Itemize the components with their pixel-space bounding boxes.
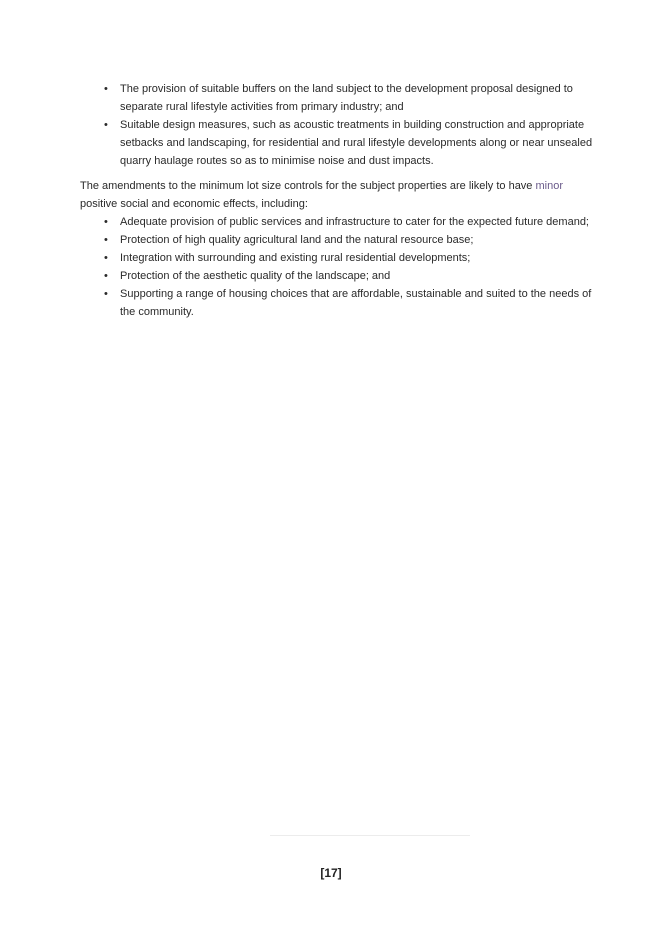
bullet-icon: • <box>104 270 108 282</box>
bullet-icon: • <box>104 216 108 228</box>
paragraph-text-end: positive social and economic effects, including: <box>80 198 308 210</box>
list-item-text: Suitable design measures, such as acoustic treatments in building construction and appropriate setbacks and landscaping, for residential and rural lifestyle developments along or near unsealed quarry haulage routes so as to minimise noise and dust impacts. <box>120 119 593 167</box>
list-item-text: Protection of high quality agricultural land and the natural resource base; <box>120 234 474 246</box>
list-item <box>104 267 594 285</box>
list-item <box>104 231 594 249</box>
list-item <box>104 116 594 170</box>
bullet-list-measures <box>104 80 594 170</box>
list-item-text: Supporting a range of housing choices that are affordable, sustainable and suited to the needs of the community. <box>120 288 592 318</box>
bullet-icon: • <box>104 288 108 300</box>
paragraph-highlight: minor <box>535 180 564 192</box>
list-item <box>104 80 594 116</box>
list-item-text: The provision of suitable buffers on the land subject to the development proposal designed to separate rural lifestyle activities from primary industry; and <box>120 83 573 113</box>
page-number: [17] <box>320 866 342 880</box>
bullet-icon: • <box>104 234 108 246</box>
footer-divider <box>270 835 470 836</box>
list-item-text: Protection of the aesthetic quality of the landscape; and <box>120 270 391 282</box>
bullet-icon: • <box>104 83 108 95</box>
bullet-icon: • <box>104 119 108 131</box>
list-item-text: Adequate provision of public services and infrastructure to cater for the expected future demand; <box>120 216 589 228</box>
effects-intro-paragraph <box>80 177 600 213</box>
bullet-list-effects <box>104 213 594 321</box>
bullet-icon: • <box>104 252 108 264</box>
list-item <box>104 249 594 267</box>
paragraph-text-start: The amendments to the minimum lot size controls for the subject properties are likely to have <box>80 180 536 192</box>
list-item <box>104 213 594 231</box>
list-item-text: Integration with surrounding and existing rural residential developments; <box>120 252 471 264</box>
list-item <box>104 285 594 321</box>
